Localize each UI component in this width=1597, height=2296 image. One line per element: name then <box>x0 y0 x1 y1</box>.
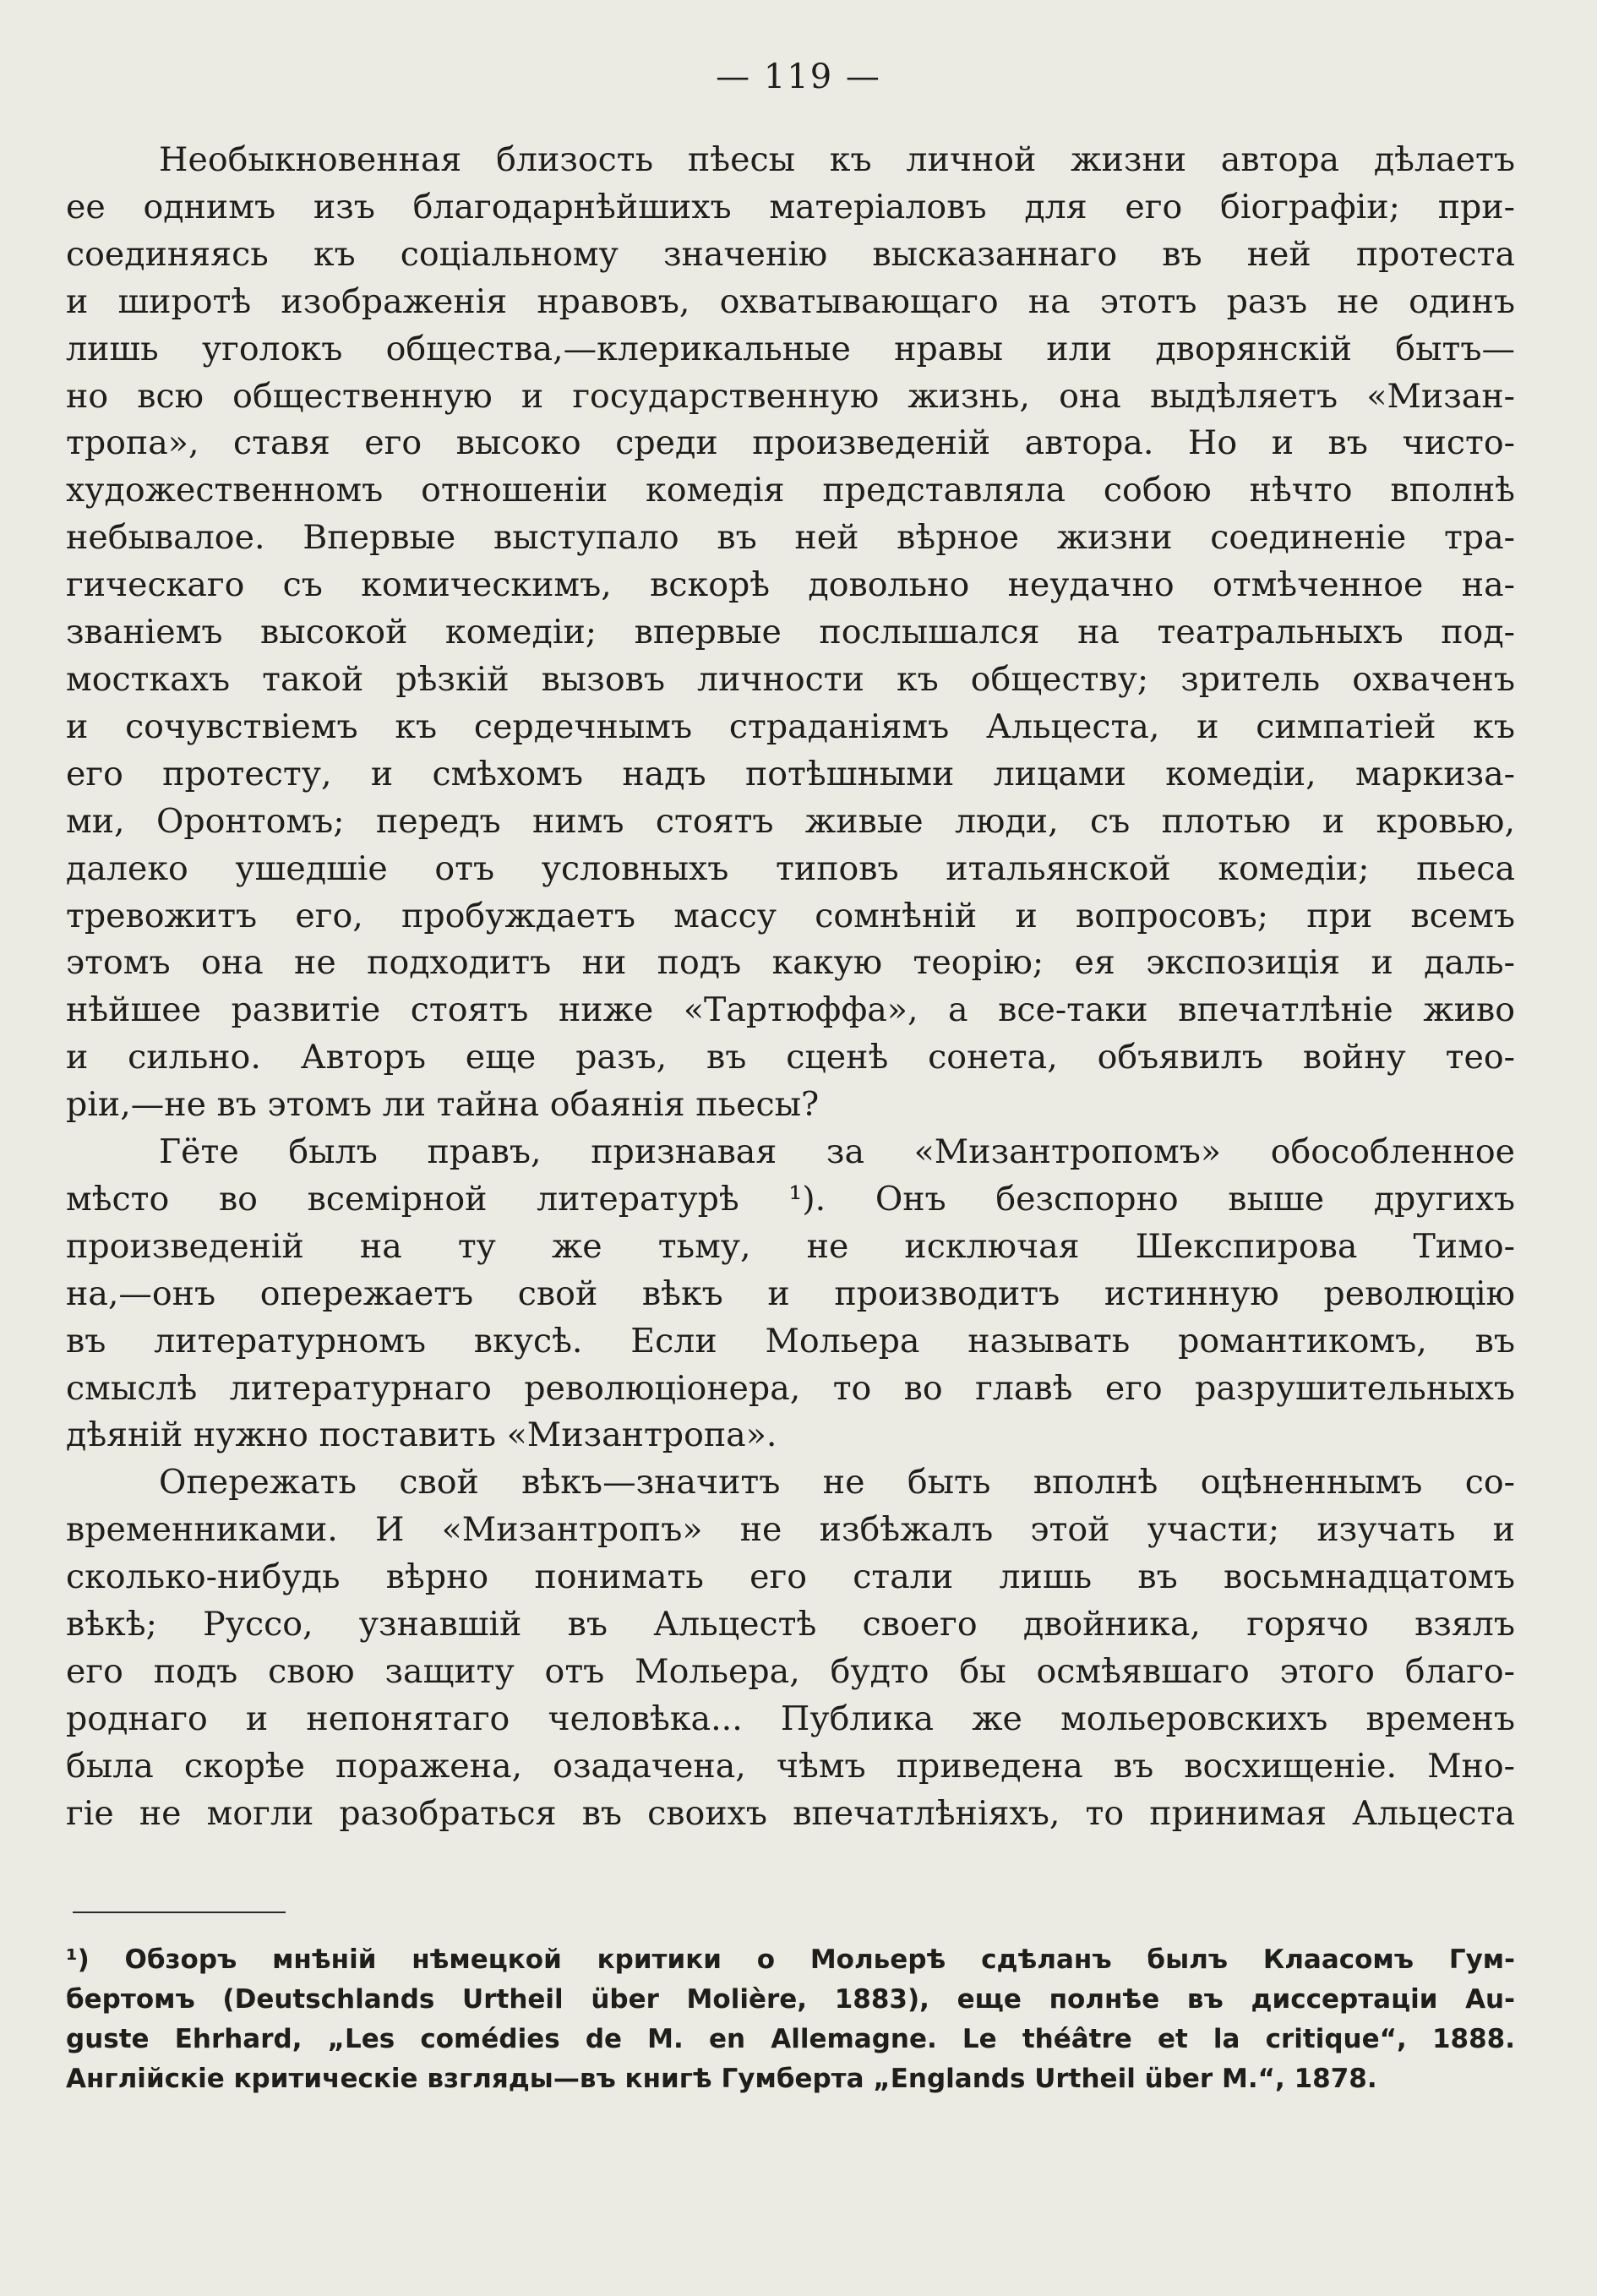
text-line: мѣсто во всемірной литературѣ ¹). Онъ безспорно выше другихъ <box>66 1179 1515 1219</box>
text-line: но всю общественную и государственную жизнь, она выдѣляетъ «Мизан- <box>66 376 1515 416</box>
text-line: временниками. И «Мизантропъ» не избѣжалъ этой участи; изучать и <box>66 1510 1515 1550</box>
text-line: въ литературномъ вкусѣ. Если Мольера называть романтикомъ, въ <box>66 1321 1515 1361</box>
page-number: — 119 — <box>716 57 881 96</box>
text-line: сколько-нибудь вѣрно понимать его стали лишь въ восьмнадцатомъ <box>66 1557 1515 1597</box>
text-line: мосткахъ такой рѣзкій вызовъ личности къ обществу; зритель охваченъ <box>66 659 1515 699</box>
text-line: Опережать свой вѣкъ—значитъ не быть вполнѣ оцѣненнымъ со- <box>159 1463 1515 1502</box>
text-line: гическаго съ комическимъ, вскорѣ довольно неудачно отмѣченное на- <box>66 565 1515 605</box>
text-line: смыслѣ литературнаго революціонера, то во главѣ его разрушительныхъ <box>66 1368 1515 1408</box>
text-line: вѣкѣ; Руссо, узнавшій въ Альцестѣ своего двойника, горячо взялъ <box>66 1605 1515 1644</box>
text-line: небывалое. Впервые выступало въ ней вѣрное жизни соединеніе тра- <box>66 518 1515 558</box>
text-line: дѣяній нужно поставить «Мизантропа». <box>66 1415 777 1455</box>
text-line: тревожитъ его, пробуждаетъ массу сомнѣній и вопросовъ; при всемъ <box>66 896 1515 935</box>
text-line: и сильно. Авторъ еще разъ, въ сценѣ сонета, объявилъ войну тео- <box>66 1038 1515 1077</box>
text-line: ріи,—не въ этомъ ли тайна обаянія пьесы? <box>66 1085 820 1125</box>
body-text <box>66 137 1515 1838</box>
text-line: тропа», ставя его высоко среди произведеній автора. Но и въ чисто- <box>66 423 1515 463</box>
footnote-line: Англійскіе критическіе взгляды—въ книгѣ Гумберта „Englands Urtheil über M.“, 1878. <box>66 2064 1377 2094</box>
text-line: нѣйшее развитіе стоятъ ниже «Тартюффа», а все-таки впечатлѣніе живо <box>66 990 1515 1030</box>
text-line: его подъ свою защиту отъ Мольера, будто бы осмѣявшаго этого благо- <box>66 1652 1515 1691</box>
footnote-line: бертомъ (Deutschlands Urtheil über Molière, 1883), еще полнѣе въ диссертаціи Au- <box>66 1984 1515 2015</box>
text-line: художественномъ отношеніи комедія представляла собою нѣчто вполнѣ <box>66 471 1515 510</box>
text-line: Гёте былъ правъ, признавая за «Мизантропомъ» обособленное <box>159 1132 1515 1172</box>
text-line: роднаго и непонятаго человѣка... Публика же мольеровскихъ временъ <box>66 1699 1515 1738</box>
text-line: лишь уголокъ общества,—клерикальные нравы или дворянскій бытъ— <box>66 329 1515 368</box>
text-line: далеко ушедшіе отъ условныхъ типовъ итальянской комедіи; пьеса <box>66 848 1515 888</box>
text-line: на,—онъ опережаетъ свой вѣкъ и производитъ истинную революцію <box>66 1273 1515 1313</box>
text-line: соединяясь къ соціальному значенію высказаннаго въ ней протеста <box>66 234 1515 274</box>
footnote-line: ¹) Обзоръ мнѣній нѣмецкой критики о Мольерѣ сдѣланъ былъ Клаасомъ Гум- <box>66 1944 1515 1975</box>
text-line: произведеній на ту же тьму, не исключая Шекспирова Тимо- <box>66 1226 1515 1266</box>
footnote <box>66 1940 1515 2099</box>
footnote-line: guste Ehrhard, „Les comédies de M. en Allemagne. Le théâtre et la critique“, 1888. <box>66 2024 1515 2054</box>
text-line: ми, Оронтомъ; передъ нимъ стоятъ живые люди, съ плотью и кровью, <box>66 801 1515 841</box>
text-line: и сочувствіемъ къ сердечнымъ страданіямъ Альцеста, и симпатіей къ <box>66 706 1515 746</box>
text-line: этомъ она не подходитъ ни подъ какую теорію; ея экспозиція и даль- <box>66 943 1515 983</box>
text-line: званіемъ высокой комедіи; впервые послышался на театральныхъ под- <box>66 613 1515 652</box>
text-line: ее однимъ изъ благодарнѣйшихъ матеріаловъ для его біографіи; при- <box>66 187 1515 226</box>
footnote-divider <box>73 1912 286 1913</box>
text-line: его протесту, и смѣхомъ надъ потѣшными лицами комедіи, маркиза- <box>66 754 1515 794</box>
text-line: была скорѣе поражена, озадачена, чѣмъ приведена въ восхищеніе. Мно- <box>66 1746 1515 1786</box>
text-line: Необыкновенная близость пѣесы къ личной жизни автора дѣлаетъ <box>159 140 1515 179</box>
text-line: и широтѣ изображенія нравовъ, охватывающаго на этотъ разъ не одинъ <box>66 281 1515 321</box>
text-line: гіе не могли разобраться въ своихъ впечатлѣніяхъ, то принимая Альцеста <box>66 1793 1515 1833</box>
